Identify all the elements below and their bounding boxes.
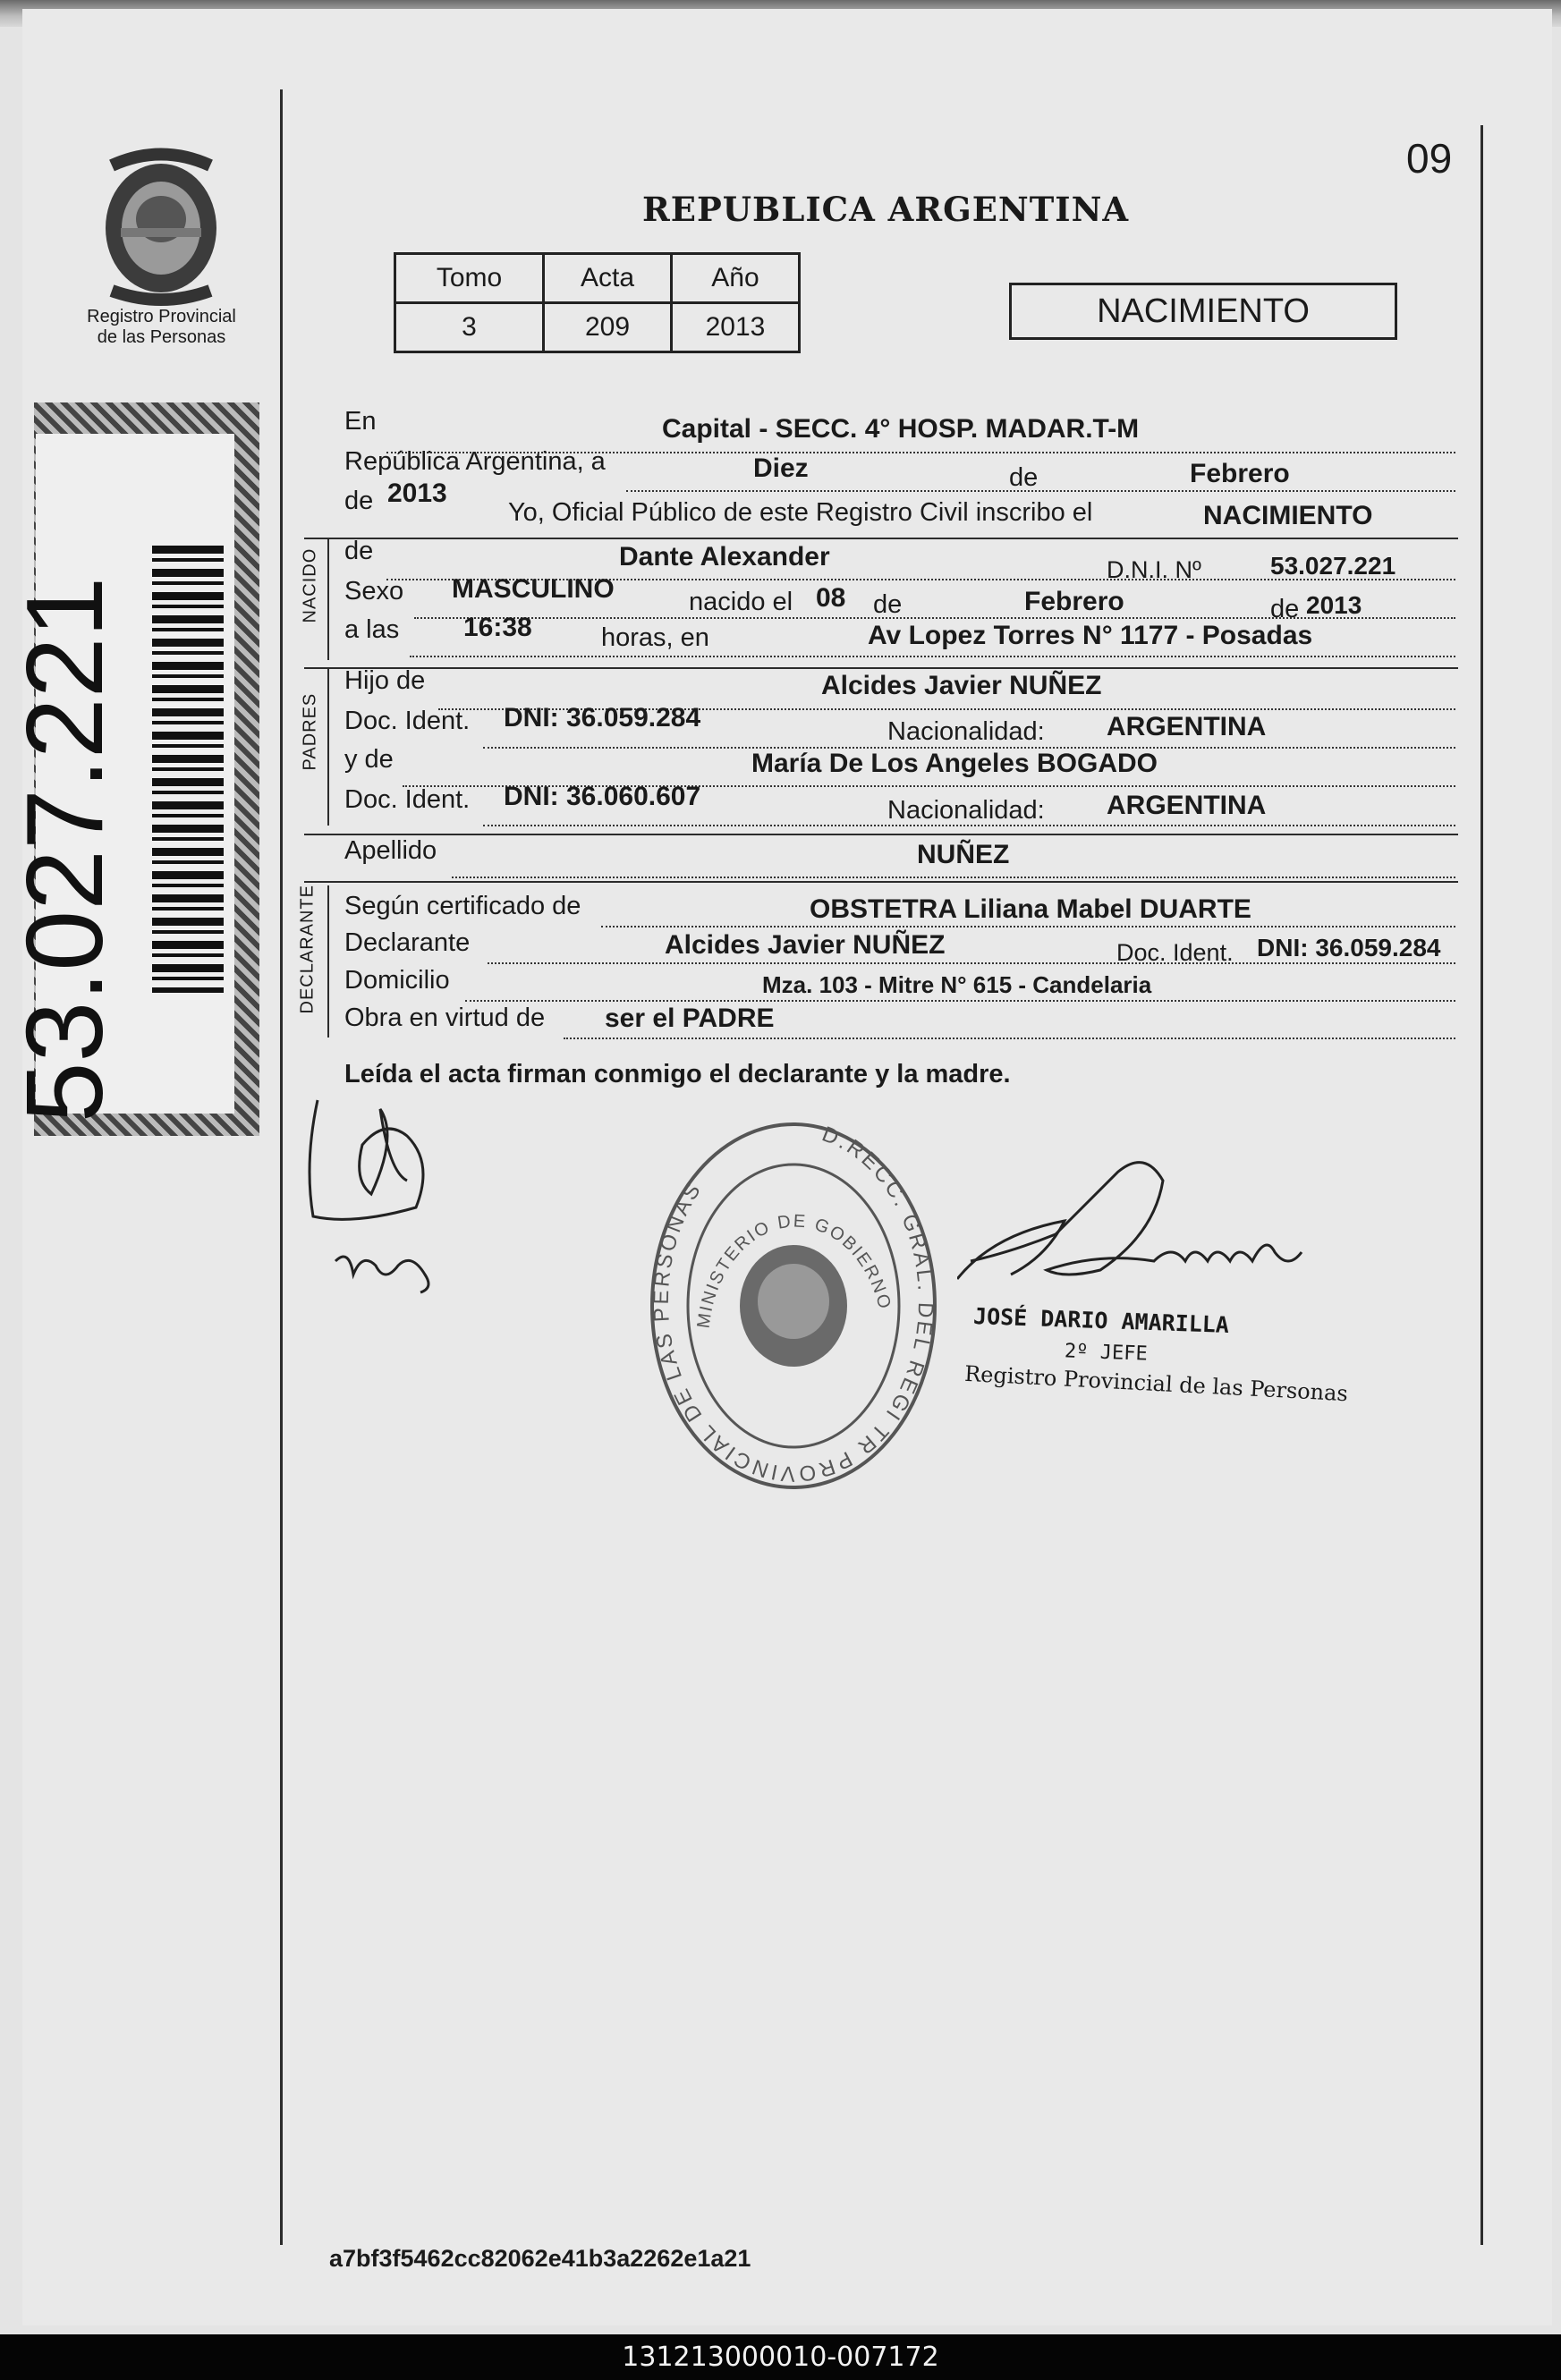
right-margin-line [1480,125,1483,2245]
barcode [152,546,224,993]
birth-year: 2013 [1306,591,1362,619]
dni-label: D.N.I. Nº [1107,556,1201,583]
stamp-ring-text: D.RECC. GRAL. DEL REGI TR PROVINCIAL DE LAS PERSONAS [649,1122,938,1486]
certificate-label: Según certificado de [344,892,581,920]
birth-place: Av Lopez Torres N° 1177 - Posadas [868,621,1313,650]
declarant-doc: DNI: 36.059.284 [1257,934,1441,961]
sex-label: Sexo [344,577,404,606]
nationality-label: Nacionalidad: [887,796,1045,825]
officer-text: Yo, Oficial Público de este Registro Civil inscribo el [508,498,1093,527]
section-label-born: NACIDO [300,547,320,623]
table-value-tomo: 3 [395,303,544,352]
table-header-acta: Acta [544,254,672,303]
dotted-line [601,926,1455,927]
dotted-line [488,962,1455,964]
de-label: de [1009,463,1039,492]
certificate-value: OBSTETRA Liliana Mabel DUARTE [810,894,1251,924]
birth-month: Febrero [1024,587,1124,616]
de-label: de [873,590,903,619]
doc-label: Doc. Ident. [344,785,471,814]
declarant-address: Mza. 103 - Mitre N° 615 - Candelaria [762,971,1152,998]
de-label: de [344,537,374,565]
section-bracket [327,885,329,1038]
son-of-label: Hijo de [344,666,426,695]
declarant-label: Declarante [344,928,471,957]
section-bracket [327,539,329,660]
document-type-box: NACIMIENTO [1009,283,1397,340]
registration-month: Febrero [1190,459,1290,488]
dotted-line [410,656,1455,657]
declarant-name: Alcides Javier NUÑEZ [665,930,946,960]
closing-text: Leída el acta firman conmigo el declarante y la madre. [344,1060,1011,1088]
country-title: REPUBLICA ARGENTINA [642,190,1130,229]
table-value-anio: 2013 [672,303,800,352]
surname-label: Apellido [344,836,437,865]
table-value-acta: 209 [544,303,672,352]
table-header-anio: Año [672,254,800,303]
registration-year: 2013 [387,479,447,508]
side-dni-number: 53.027.221 [4,576,125,1123]
registration-day: Diez [753,453,809,483]
nationality-label: Nacionalidad: [887,717,1045,746]
at-label: a las [344,615,400,644]
section-divider [304,881,1458,883]
doc-label: Doc. Ident. [1116,939,1234,966]
table-header-tomo: Tomo [395,254,544,303]
and-label: y de [344,745,394,774]
stamp-inner-text: MINISTERIO DE GOBIERNO [693,1211,895,1330]
address-label: Domicilio [344,966,450,995]
document-hash: a7bf3f5462cc82062e41b3a2262e1a21 [329,2245,751,2272]
official-title: 2º JEFE [1064,1340,1149,1366]
mother-doc: DNI: 36.060.607 [504,782,701,811]
section-label-declarant: DECLARANTE [297,885,318,1014]
section-label-parents: PADRES [300,692,320,771]
father-name: Alcides Javier NUÑEZ [821,671,1102,700]
dotted-line [626,490,1455,492]
surname-value: NUÑEZ [917,840,1010,869]
official-signature [957,1145,1315,1306]
de-label: de [1270,595,1300,623]
child-name: Dante Alexander [619,542,830,572]
declarant-signature [300,1082,461,1315]
registry-table [394,252,801,353]
page-number: 09 [1406,135,1453,182]
capacity-label: Obra en virtud de [344,1004,546,1032]
left-margin-line [280,89,283,2245]
father-nationality: ARGENTINA [1107,712,1267,741]
dotted-line [564,1038,1455,1039]
section-divider [304,834,1458,835]
document-code-bar [0,2334,1561,2380]
registration-place: Capital - SECC. 4° HOSP. MADAR.T-M [662,414,1140,444]
section-divider [304,667,1458,669]
father-doc: DNI: 36.059.284 [504,703,701,733]
republic-label: República Argentina, a [344,447,606,476]
dotted-line [465,1000,1455,1002]
born-on-label: nacido el [689,588,793,616]
mother-name: María De Los Angeles BOGADO [751,749,1158,778]
registry-stamp [646,1118,941,1494]
mother-nationality: ARGENTINA [1107,791,1267,820]
registry-name: Registro Provincial de las Personas [87,307,236,347]
section-bracket [327,669,329,826]
official-office: Registro Provincial de las Personas [963,1360,1349,1407]
de-label: de [344,487,374,515]
section-divider [304,538,1458,539]
dotted-line [452,877,1455,878]
birth-time: 16:38 [463,613,532,642]
child-sex: MASCULINO [452,574,615,604]
document-code: 131213000010-007172 [622,2342,939,2373]
province-seal-icon [85,139,237,309]
act-type: NACIMIENTO [1203,501,1373,530]
doc-label: Doc. Ident. [344,707,471,735]
child-dni: 53.027.221 [1270,552,1396,580]
declarant-capacity: ser el PADRE [605,1004,775,1033]
dotted-line [414,617,1455,619]
hours-label: horas, en [601,623,709,652]
en-label: En [344,407,377,436]
official-name: JOSÉ DARIO AMARILLA [972,1303,1230,1338]
birth-day: 08 [816,583,846,613]
